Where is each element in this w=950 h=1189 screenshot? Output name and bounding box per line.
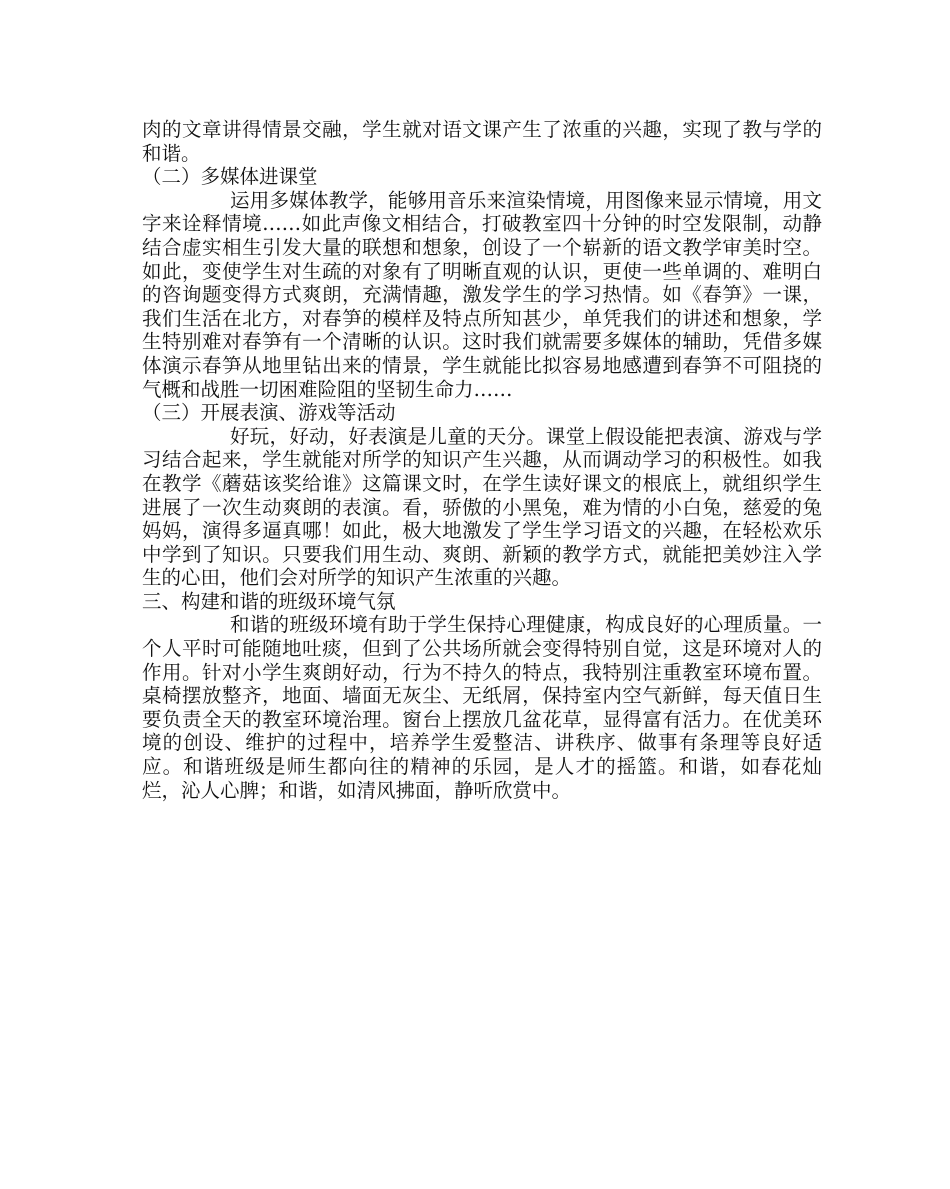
section-heading-multimedia: （二）多媒体进课堂 — [142, 165, 318, 189]
paragraph-continuation: 肉的文章讲得情景交融，学生就对语文课产生了浓重的兴趣，实现了教与学的和谐。 — [142, 118, 822, 165]
paragraph-multimedia: 运用多媒体教学，能够用音乐来渲染情境，用图像来显示情境，用文字来诠释情境……如此声像文相结合，打破教室四十分钟的时空发限制，动静结合虚实相生引发大量的联想和想象，创设了一个崭新的语文教学审美时空。如此，变使学生对生疏的对象有了明晰直观的认识，更使一些单调的、难明白的咨询题变得方式爽朗，充满情趣，激发学生的学习热情。如《春笋》一课，我们生活在北方，对春笋的模样及特点所知甚少，单凭我们的讲述和想象，学生特别难对春笋有一个清晰的认识。这时我们就需要多媒体的辅助，凭借多媒体演示春笋从地里钻出来的情景，学生就能比拟容易地感遭到春笋不可阻挠的气概和战胜一切困难险阻的坚韧生命力…… — [142, 188, 822, 401]
paragraph-class-environment: 和谐的班级环境有助于学生保持心理健康，构成良好的心理质量。一个人平时可能随地吐痰，但到了公共场所就会变得特别自觉，这是环境对人的作用。针对小学生爽朗好动，行为不持久的特点，我特别注重教室环境布置。桌椅摆放整齐，地面、墙面无灰尘、无纸屑，保持室内空气新鲜，每天值日生要负责全天的教室环境治理。窗台上摆放几盆花草，显得富有活力。在优美环境的创设、维护的过程中，培养学生爱整洁、讲秩序、做事有条理等良好适应。和谐班级是师生都向往的精神的乐园，是人才的摇篮。和谐，如春花灿烂，沁人心脾；和谐，如清风拂面，静听欣赏中。 — [142, 613, 822, 802]
section-heading-class-environment: 三、构建和谐的班级环境气氛 — [142, 589, 396, 613]
paragraph-performance: 好玩，好动，好表演是儿童的天分。课堂上假设能把表演、游戏与学习结合起来，学生就能对所学的知识产生兴趣，从而调动学习的积极性。如我在教学《蘑菇该奖给谁》这篇课文时，在学生读好课文的根底上，就组织学生进展了一次生动爽朗的表演。看，骄傲的小黑兔，难为情的小白兔，慈爱的兔妈妈，演得多逼真哪！如此，极大地激发了学生学习语文的兴趣，在轻松欢乐中学到了知识。只要我们用生动、爽朗、新颖的教学方式，就能把美妙注入学生的心田，他们会对所学的知识产生浓重的兴趣。 — [142, 424, 822, 590]
section-heading-performance: （三）开展表演、游戏等活动 — [142, 401, 396, 425]
document-body — [142, 118, 822, 802]
